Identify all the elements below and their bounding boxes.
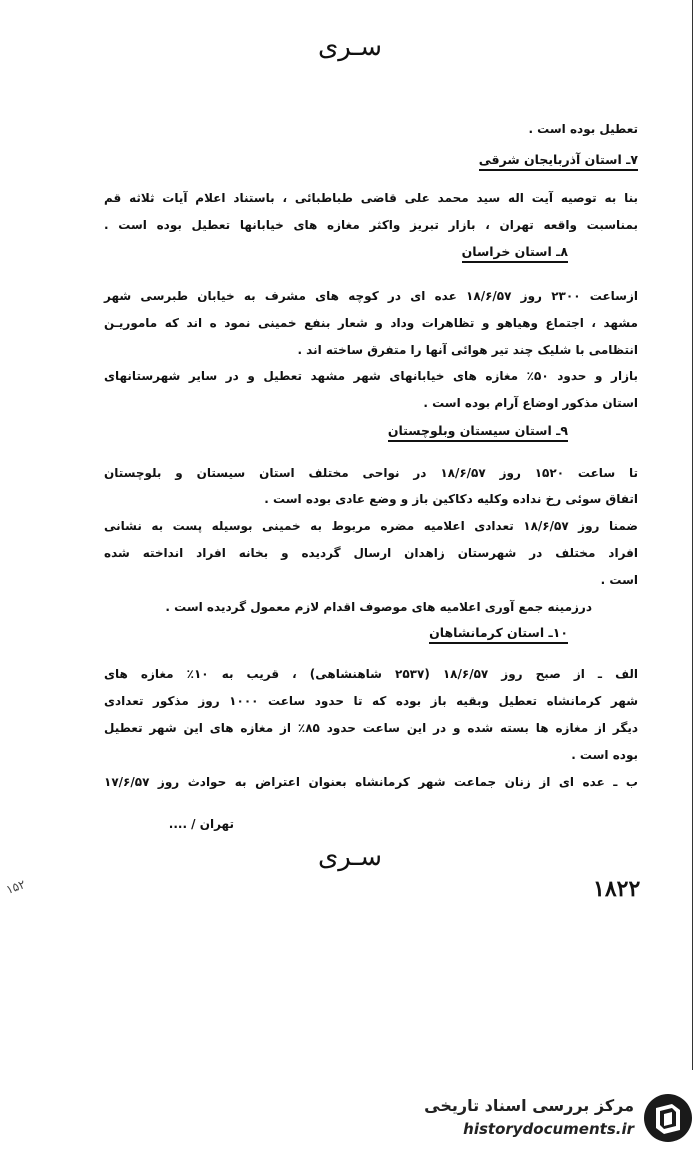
- text-line: انتظامی با شلیک چند تیر هوائی آنها را متفرق ساخته اند .: [297, 343, 638, 357]
- section-heading-7: [479, 152, 638, 171]
- archive-logo-icon: [642, 1092, 694, 1144]
- heading-text: ۷ـ استان آذربایجان شرقی: [478, 152, 638, 167]
- section-heading-8: [462, 244, 568, 263]
- page-edge-line: [692, 0, 693, 1070]
- text-line: شهر کرمانشاه تعطیل وبقیه باز بوده که تا حدود ساعت ۱۰۰۰ روز مذکور تعدادی: [104, 694, 639, 708]
- text-line: دیگر از مغازه ها بسته شده و در این ساعت حدود ۸۵٪ از مغازه های این شهر تعطیل: [104, 721, 638, 735]
- text-line: تعطیل بوده است .: [528, 122, 638, 136]
- archive-watermark: [418, 1088, 698, 1148]
- watermark-title: مرکز بررسی اسناد تاریخی: [424, 1096, 634, 1115]
- text-line: تا ساعت ۱۵۲۰ روز ۱۸/۶/۵۷ در نواحی مختلف استان سیستان و بلوچستان: [104, 466, 639, 480]
- text-line: افراد مختلف در شهرستان زاهدان ارسال گردیده و بخانه افراد انداخته شده: [104, 546, 638, 560]
- side-stamp: ۱۵۲: [4, 877, 28, 897]
- text-line: ازساعت ۲۳۰۰ روز ۱۸/۶/۵۷ عده ای در کوچه های مشرف به خیابان طبرسی شهر: [104, 289, 638, 303]
- heading-text: ۸ـ استان خراسان: [461, 244, 568, 259]
- section-heading-10: [429, 625, 568, 644]
- text-line: درزمینه جمع آوری اعلامیه های موصوف اقدام لازم معمول گردیده است .: [165, 600, 592, 614]
- text-line: مشهد ، اجتماع وهیاهو و تظاهرات وداد و شعار بنفع خمینی نمود ه اند که ماموریـن: [104, 316, 638, 330]
- page-number: ۱۸۲۲: [593, 876, 641, 902]
- heading-text: ۹ـ استان سیستان وبلوچستان: [387, 423, 568, 438]
- heading-underline: [388, 440, 568, 442]
- text-line: است .: [600, 573, 638, 587]
- classification-top: سـری: [317, 32, 383, 62]
- heading-text: ۱۰ـ استان کرمانشاهان: [429, 625, 568, 640]
- watermark-url: historydocuments.ir: [463, 1120, 634, 1138]
- heading-underline: [429, 642, 568, 644]
- heading-underline: [479, 169, 638, 171]
- text-line: استان مذکور اوضاع آرام بوده است .: [423, 396, 638, 410]
- classification-bottom: سـری: [317, 842, 383, 872]
- text-line: بنا به توصیه آیت اله سید محمد علی قاضی طباطبائی ، باستناد اعلام آیات ثلاثه قم: [104, 191, 638, 205]
- text-line: ضمنا روز ۱۸/۶/۵۷ تعدادی اعلامیه مضره مربوط به خمینی بوسیله پست به نشانی: [104, 519, 638, 533]
- text-line: اتفاق سوئی رخ نداده وکلیه دکاکین باز و وضع عادی بوده است .: [264, 492, 638, 506]
- text-line: بوده است .: [571, 748, 638, 762]
- continuation-note: تهران / ....: [168, 817, 234, 831]
- heading-underline: [462, 261, 568, 263]
- section-heading-9: [388, 423, 568, 442]
- text-line: بازار و حدود ۵۰٪ مغازه های خیابانهای شهر مشهد تعطیل و در سایر شهرستانهای: [104, 369, 638, 383]
- text-line: الف ـ از صبح روز ۱۸/۶/۵۷ (۲۵۳۷ شاهنشاهی) ، قریب به ۱۰٪ مغازه های: [104, 667, 639, 681]
- text-line: ب ـ عده ای از زنان جماعت شهر کرمانشاه بعنوان اعتراض به حوادث روز ۱۷/۶/۵۷: [104, 775, 638, 789]
- text-line: بمناسبت واقعه تهران ، بازار تبریز واکثر مغازه های خیابانها تعطیل بوده است .: [104, 218, 638, 232]
